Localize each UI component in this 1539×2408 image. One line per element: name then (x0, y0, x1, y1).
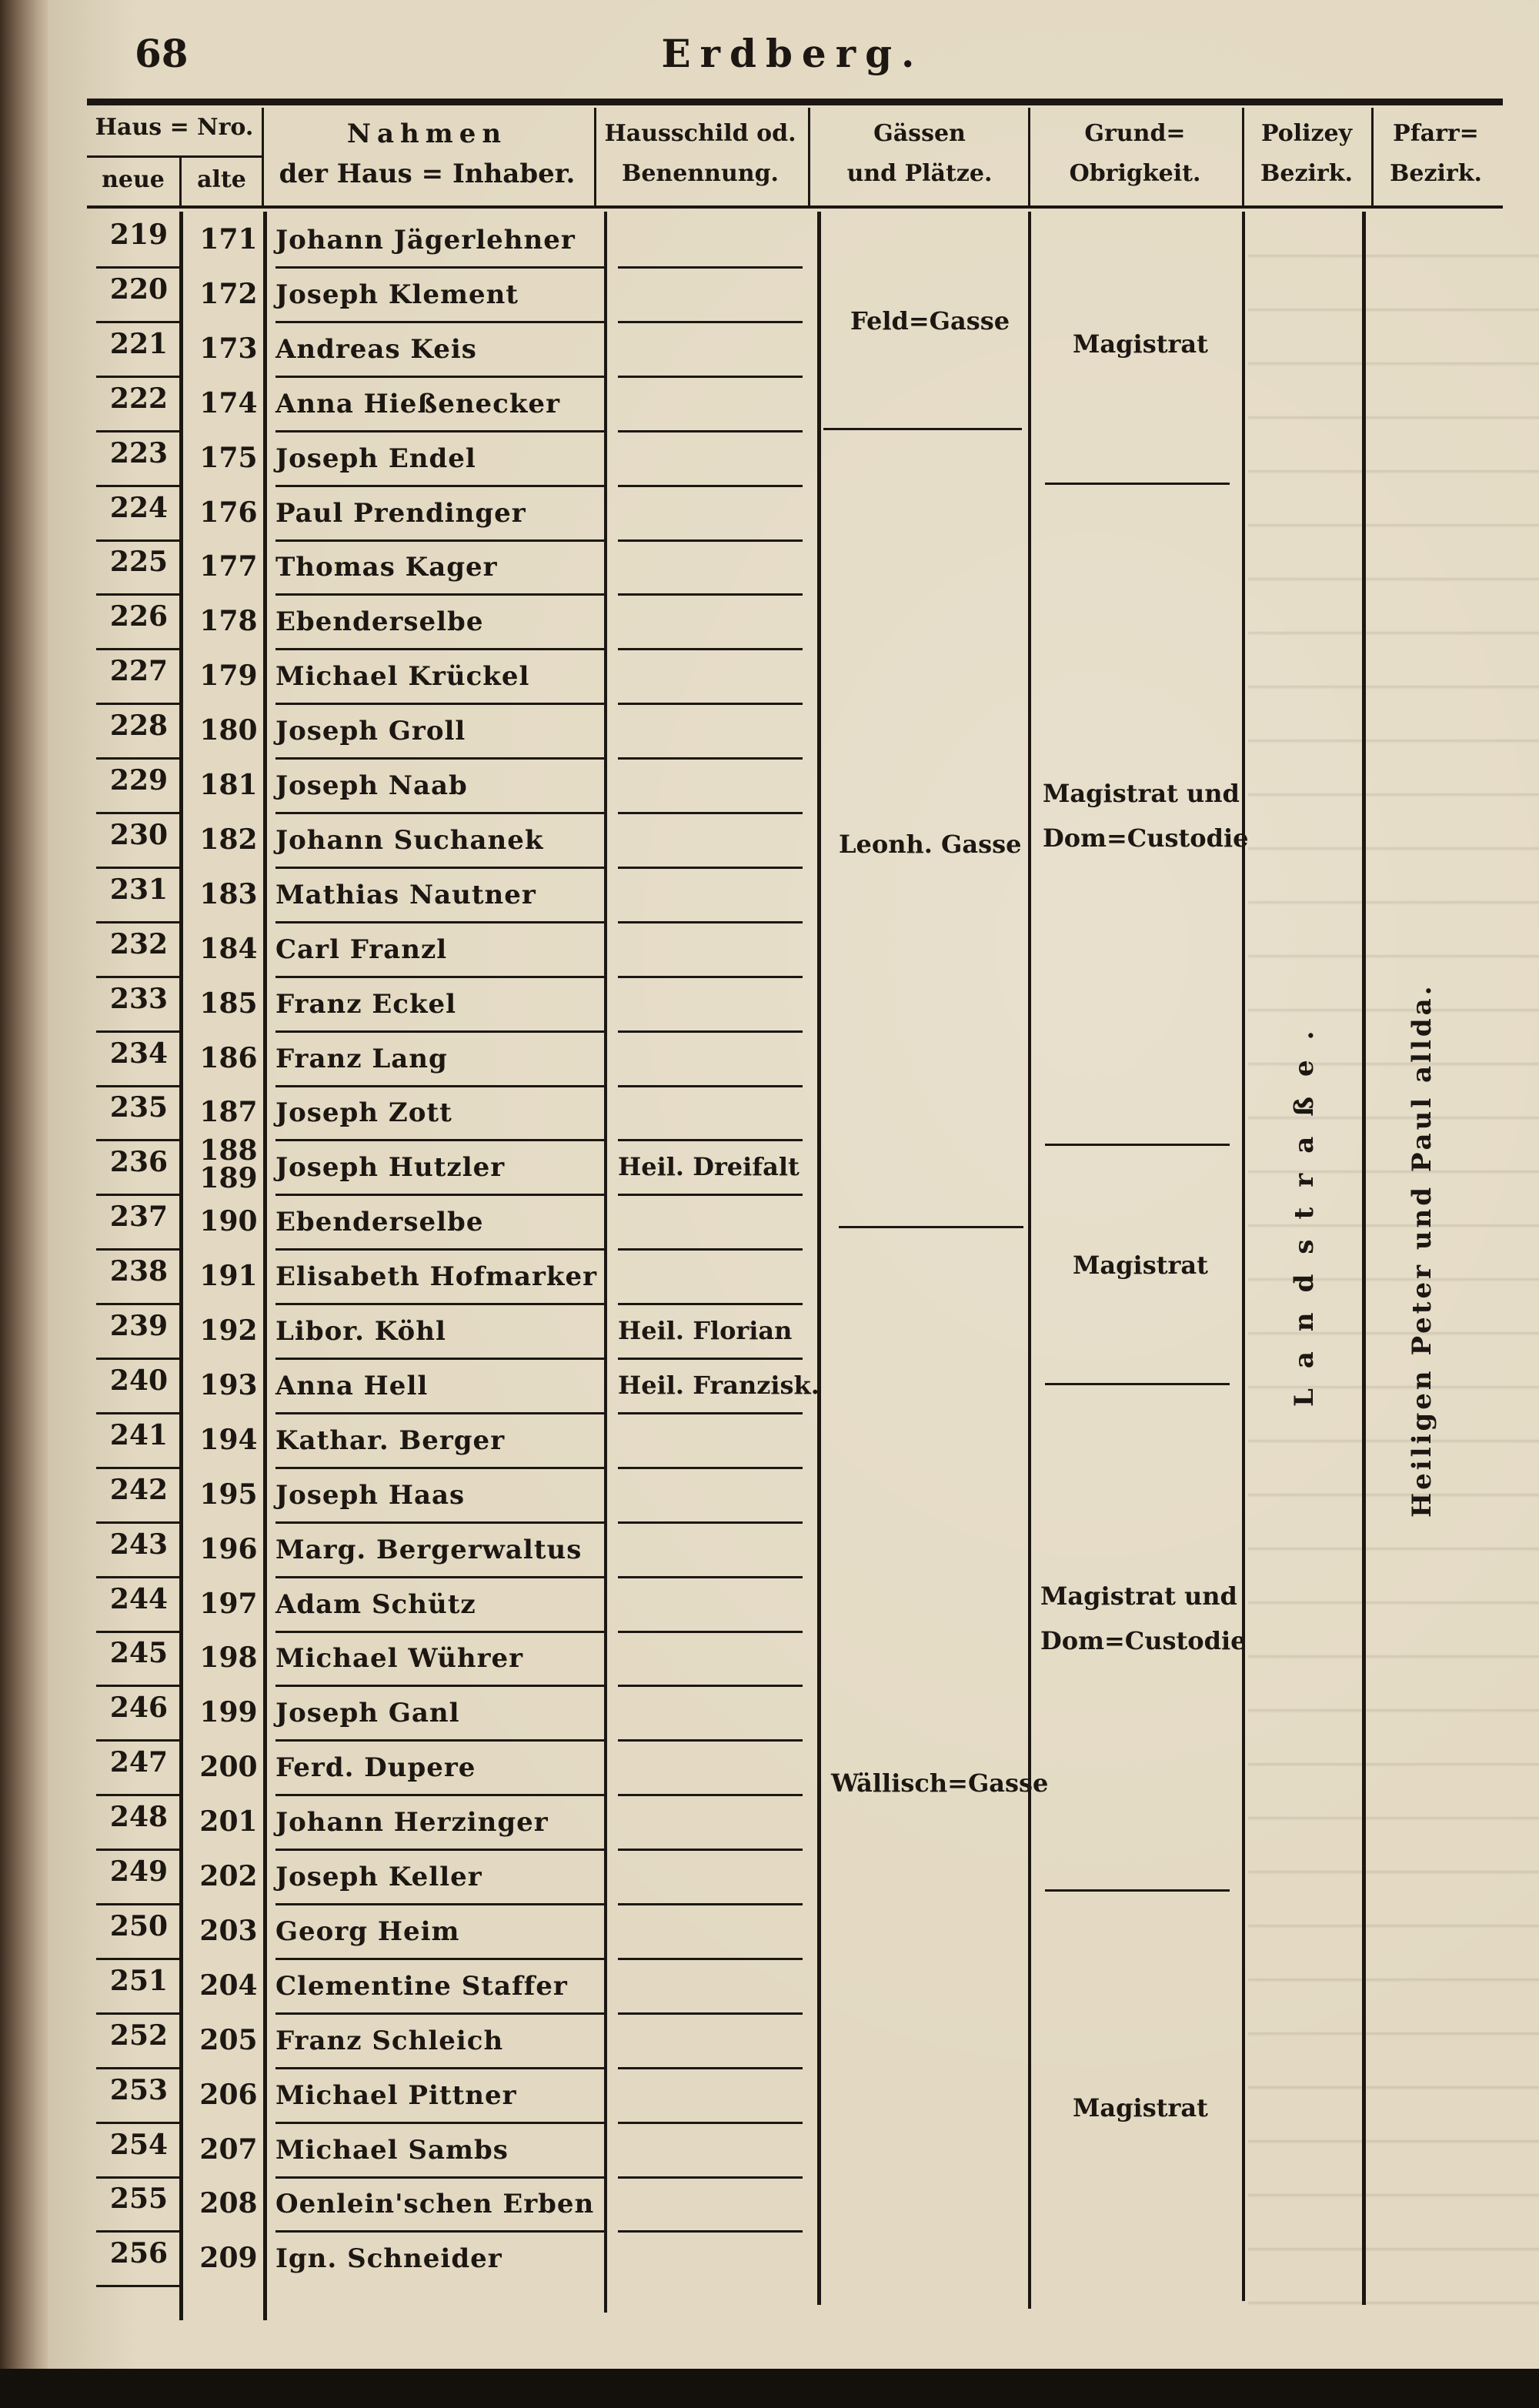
authority-magistrat-2: Magistrat (1073, 1251, 1208, 1280)
book-spine-edge (0, 0, 48, 2408)
table-row (87, 1905, 1503, 1959)
table-row (87, 1742, 1503, 1795)
house-number-new: 247 (109, 1746, 169, 1779)
header-hausschild-1: Hausschild od. (604, 120, 796, 147)
table-row (87, 2124, 1503, 2178)
table-row (87, 869, 1503, 923)
house-number-old: 172 (199, 277, 258, 310)
table-row (87, 269, 1503, 322)
house-number-new: 248 (109, 1801, 169, 1834)
house-sign: Heil. Dreifalt (618, 1152, 800, 1182)
house-number-new: 246 (109, 1692, 169, 1725)
house-number-new: 241 (109, 1418, 169, 1451)
house-number-old: 190 (199, 1205, 258, 1238)
house-number-old: 197 (199, 1587, 258, 1620)
street-leonhard-gasse: Leonh. Gasse (839, 830, 1022, 859)
owner-name: Franz Schleich (275, 2025, 504, 2056)
table-row (87, 1687, 1503, 1741)
owner-name: Joseph Endel (275, 443, 476, 474)
table-row (87, 923, 1503, 977)
house-number-old: 202 (199, 1860, 258, 1892)
table-row (87, 1469, 1503, 1523)
authority-divider-2 (1045, 1144, 1230, 1146)
house-number-new: 232 (109, 927, 169, 960)
house-number-old: 171 (199, 223, 258, 255)
header-bottom-rule (87, 205, 1503, 209)
owner-name: Joseph Hutzler (275, 1152, 506, 1184)
header-haus-nro-divider (87, 155, 262, 158)
owner-name: Oenlein'schen Erben (275, 2189, 595, 2220)
owner-name: Paul Prendinger (275, 497, 526, 529)
table-row (87, 2015, 1503, 2069)
header-neue: neue (102, 166, 165, 193)
house-number-new: 251 (109, 1964, 169, 1997)
house-number-old: 196 (199, 1532, 258, 1565)
owner-name: Andreas Keis (275, 333, 477, 365)
house-number-new: 252 (109, 2019, 169, 2052)
house-number-new: 235 (109, 1091, 169, 1124)
house-number-new: 225 (109, 546, 169, 579)
house-number-old: 183 (199, 877, 258, 910)
house-number-new: 242 (109, 1473, 169, 1506)
table-row (87, 1960, 1503, 2014)
owner-name: Ferd. Dupere (275, 1752, 476, 1784)
owner-name: Joseph Haas (275, 1479, 466, 1511)
owner-name: Michael Krückel (275, 661, 530, 693)
house-number-new: 234 (109, 1037, 169, 1070)
house-number-old: 173 (199, 332, 258, 365)
house-number-new: 256 (109, 2237, 169, 2270)
owner-name: Franz Lang (275, 1043, 448, 1074)
owner-name: Thomas Kager (275, 552, 498, 583)
authority-divider-4 (1045, 1889, 1230, 1892)
owner-name: Libor. Köhl (275, 1316, 446, 1347)
house-number-new: 240 (109, 1364, 169, 1397)
owner-name: Joseph Groll (275, 716, 466, 747)
table-row (87, 1796, 1503, 1850)
header-pfarr-1: Pfarr= (1393, 120, 1479, 147)
header-divider-5 (1242, 108, 1244, 205)
owner-name: Anna Hell (275, 1370, 429, 1401)
house-number-old: 186 (199, 1041, 258, 1074)
house-sign: Heil. Franzisk. (618, 1370, 820, 1400)
authority-magistrat-domcustodie-2b: Dom=Custodie (1040, 1626, 1247, 1655)
owner-name: Johann Jägerlehner (275, 225, 576, 255)
table-row (87, 1414, 1503, 1468)
page-title: Erdberg. (661, 31, 924, 76)
owner-name: Michael Pittner (275, 2079, 517, 2111)
house-number-new: 222 (109, 382, 169, 415)
table-row (87, 2233, 1503, 2286)
house-number-new: 224 (109, 491, 169, 524)
police-district-landstrasse: Landstraße. (1289, 1010, 1320, 1407)
house-number-old: 179 (199, 660, 258, 693)
authority-divider-3 (1045, 1383, 1230, 1385)
header-grund-1: Grund= (1084, 120, 1186, 147)
house-number-new: 220 (109, 272, 169, 306)
header-gassen-1: Gässen (873, 120, 966, 147)
header-haus-nro: Haus = Nro. (95, 114, 254, 141)
owner-name: Johann Suchanek (275, 824, 544, 856)
header-divider-2 (594, 108, 596, 205)
owner-name: Ebenderselbe (275, 1207, 484, 1238)
table-row (87, 650, 1503, 704)
house-number-old: 198 (199, 1642, 258, 1675)
house-number-new: 229 (109, 764, 169, 797)
header-divider-4 (1028, 108, 1030, 205)
owner-name: Ign. Schneider (275, 2243, 502, 2275)
header-divider-6 (1371, 108, 1374, 205)
table-row (87, 2069, 1503, 2123)
table-row (87, 214, 1503, 268)
house-number-old: 182 (199, 823, 258, 856)
owner-name: Georg Heim (275, 1915, 460, 1947)
house-number-old: 180 (199, 714, 258, 747)
authority-magistrat-domcustodie-1b: Dom=Custodie (1043, 823, 1249, 853)
house-number-old: 187 (199, 1096, 258, 1129)
header-hausschild-2: Benennung. (621, 160, 779, 187)
house-number-old: 208 (199, 2187, 258, 2220)
house-number-new: 255 (109, 2183, 169, 2216)
street-divider-2 (839, 1226, 1023, 1228)
owner-name: Michael Wührer (275, 1643, 524, 1675)
owner-name: Marg. Bergerwaltus (275, 1534, 583, 1565)
house-number-new: 223 (109, 436, 169, 469)
house-number-old: 191 (199, 1260, 258, 1293)
house-number-old: 195 (199, 1478, 258, 1511)
table-row (87, 2178, 1503, 2232)
house-number-old: 177 (199, 550, 258, 583)
header-nahmen-title: Nahmen (346, 119, 508, 149)
table-row (87, 1632, 1503, 1686)
table-row (87, 760, 1503, 813)
house-number-new: 233 (109, 982, 169, 1015)
house-number-old: 175 (199, 441, 258, 474)
house-number-old: 185 (199, 987, 258, 1020)
house-number-new: 230 (109, 818, 169, 851)
table-row (87, 1578, 1503, 1632)
house-number-new: 221 (109, 327, 169, 360)
owner-name: Elisabeth Hofmarker (275, 1261, 598, 1293)
house-number-old: 184 (199, 932, 258, 965)
house-number-old: 199 (199, 1696, 258, 1729)
header-polizey-2: Bezirk. (1260, 160, 1353, 187)
house-number-old: 192 (199, 1314, 258, 1347)
authority-magistrat-domcustodie-1a: Magistrat und (1043, 779, 1240, 808)
house-number-new: 237 (109, 1201, 169, 1234)
header-divider-3 (808, 108, 810, 205)
house-number-old: 178 (199, 605, 258, 638)
house-number-old: 176 (199, 496, 258, 529)
header-divider-neue-alte (179, 158, 182, 205)
owner-name: Michael Sambs (275, 2134, 509, 2166)
table-row (87, 433, 1503, 486)
house-number-old: 194 (199, 1423, 258, 1456)
house-number-new: 245 (109, 1637, 169, 1670)
table-row (87, 596, 1503, 650)
authority-divider-1 (1045, 483, 1230, 485)
house-number-old: 204 (199, 1969, 258, 2002)
header-polizey-1: Polizey (1260, 120, 1353, 147)
house-number-new: 243 (109, 1528, 169, 1561)
table-row (87, 705, 1503, 759)
house-number-old: 207 (199, 2132, 258, 2166)
row-rule-number (96, 2285, 181, 2287)
table-row (87, 378, 1503, 432)
house-number-new: 254 (109, 2128, 169, 2161)
street-waellisch-gasse: Wällisch=Gasse (831, 1768, 1049, 1798)
table-row (87, 1524, 1503, 1578)
header-alte: alte (197, 166, 246, 193)
table-row (87, 487, 1503, 541)
owner-name: Joseph Ganl (275, 1698, 460, 1729)
table-row (87, 814, 1503, 868)
house-number-old: 209 (199, 2242, 258, 2275)
house-number-old: 203 (199, 1914, 258, 1947)
owner-name: Kathar. Berger (275, 1424, 506, 1456)
owner-name: Joseph Zott (275, 1097, 452, 1129)
house-number-old: 188 189 (199, 1134, 258, 1195)
house-number-new: 239 (109, 1310, 169, 1342)
street-divider-1 (823, 428, 1022, 430)
owner-name: Mathias Nautner (275, 879, 536, 910)
house-number-old: 193 (199, 1368, 258, 1401)
owner-name: Carl Franzl (275, 933, 448, 965)
owner-name: Adam Schütz (275, 1588, 476, 1620)
house-number-new: 250 (109, 1909, 169, 1942)
house-number-new: 228 (109, 710, 169, 743)
house-number-old: 206 (199, 2078, 258, 2111)
header-gassen-2: und Plätze. (846, 160, 993, 187)
house-number-old: 201 (199, 1805, 258, 1839)
header-grund-2: Obrigkeit. (1069, 160, 1201, 187)
owner-name: Joseph Keller (275, 1862, 482, 1892)
table-row (87, 1851, 1503, 1905)
authority-magistrat-1: Magistrat (1073, 329, 1208, 359)
house-sign: Heil. Florian (618, 1316, 793, 1345)
house-number-new: 244 (109, 1582, 169, 1615)
parish-district-peter-paul: Heiligen Peter und Paul allda. (1407, 983, 1437, 1518)
owner-name: Clementine Staffer (275, 1970, 568, 2002)
house-number-old: 181 (199, 769, 258, 801)
header-pfarr-2: Bezirk. (1390, 160, 1482, 187)
header-divider-1 (262, 108, 264, 205)
header-nahmen-subtitle: der Haus = Inhaber. (279, 159, 576, 189)
authority-magistrat-3: Magistrat (1073, 2093, 1208, 2122)
owner-name: Joseph Klement (275, 279, 519, 310)
house-number-old: 200 (199, 1751, 258, 1784)
table-row (87, 323, 1503, 377)
page-number: 68 (135, 31, 189, 76)
house-number-new: 227 (109, 655, 169, 688)
book-bottom-shadow (0, 2369, 1539, 2408)
header-top-rule (87, 99, 1503, 105)
owner-name: Ebenderselbe (275, 606, 484, 638)
house-number-new: 253 (109, 2073, 169, 2106)
street-feld-gasse: Feld=Gasse (850, 306, 1010, 336)
house-number-new: 226 (109, 600, 169, 633)
owner-name: Anna Hießenecker (275, 388, 560, 419)
house-number-new: 249 (109, 1855, 169, 1888)
owner-name: Joseph Naab (275, 770, 468, 801)
table-row (87, 541, 1503, 595)
house-number-new: 219 (109, 219, 169, 251)
owner-name: Franz Eckel (275, 988, 457, 1020)
house-number-old: 205 (199, 2023, 258, 2056)
house-number-new: 231 (109, 873, 169, 906)
authority-magistrat-domcustodie-2a: Magistrat und (1040, 1581, 1237, 1611)
house-number-new: 236 (109, 1146, 169, 1179)
house-number-new: 238 (109, 1255, 169, 1288)
owner-name: Johann Herzinger (275, 1807, 549, 1839)
house-number-old: 174 (199, 386, 258, 419)
